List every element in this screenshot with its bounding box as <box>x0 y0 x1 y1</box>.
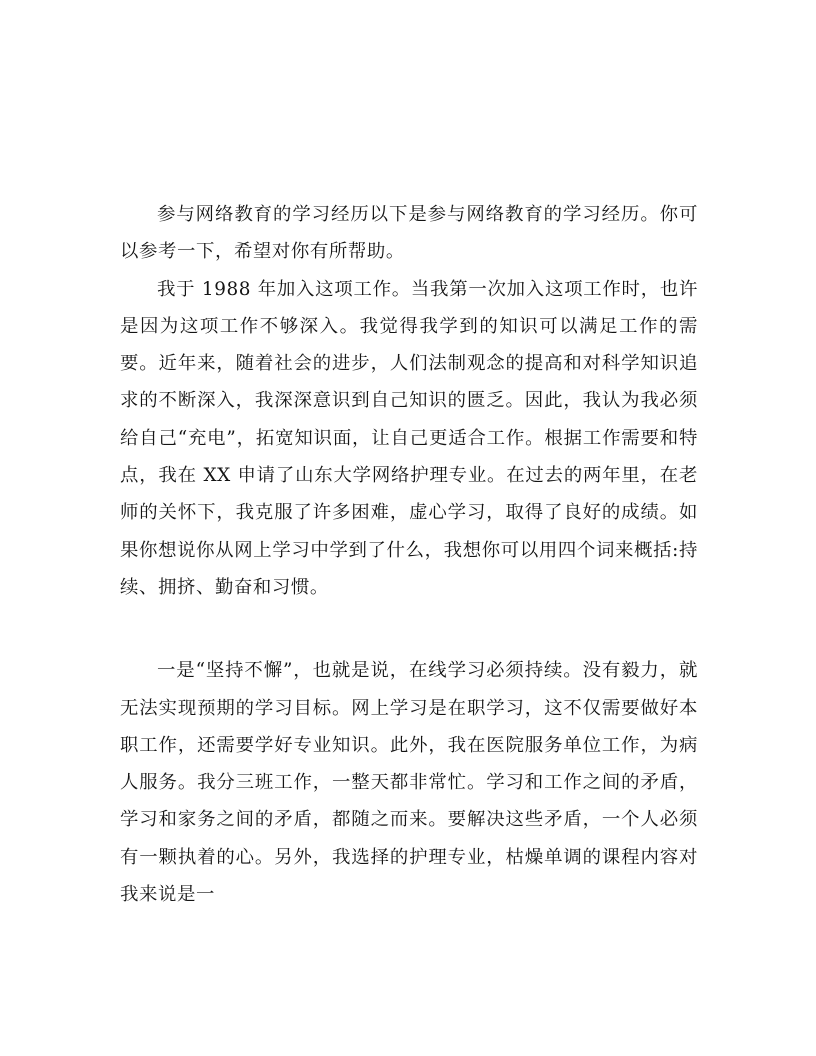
paragraph-intro: 参与网络教育的学习经历以下是参与网络教育的学习经历。你可以参考一下，希望对你有所帮助。 <box>120 204 698 263</box>
document-body <box>120 196 698 913</box>
paragraph-persistence: 一是“坚持不懈”，也就是说，在线学习必须持续。没有毅力，就无法实现预期的学习目标。网上学习是在职学习，这不仅需要做好本职工作，还需要学好专业知识。此外，我在医院服务单位工作，为病人服务。我分三班工作，一整天都非常忙。学习和工作之间的矛盾，学习和家务之间的矛盾，都随之而来。要解决这些矛盾，一个人必须有一颗执着的心。另外，我选择的护理专业，枯燥单调的课程内容对我来说是一 <box>120 660 698 906</box>
paragraph-background: 我于 1988 年加入这项工作。当我第一次加入这项工作时，也许是因为这项工作不够深入。我觉得我学到的知识可以满足工作的需要。近年来，随着社会的进步，人们法制观念的提高和对科学知识追求的不断深入，我深深意识到自己知识的匮乏。因此，我认为我必须给自己“充电”，拓宽知识面，让自己更适合工作。根据工作需要和特点，我在 XX 申请了山东大学网络护理专业。在过去的两年里，在老师的关怀下，我克服了许多困难，虚心学习，取得了良好的成绩。如果你想说你从网上学习中学到了什么，我想你可以用四个词来概括:持续、拥挤、勤奋和习惯。 <box>120 278 698 598</box>
